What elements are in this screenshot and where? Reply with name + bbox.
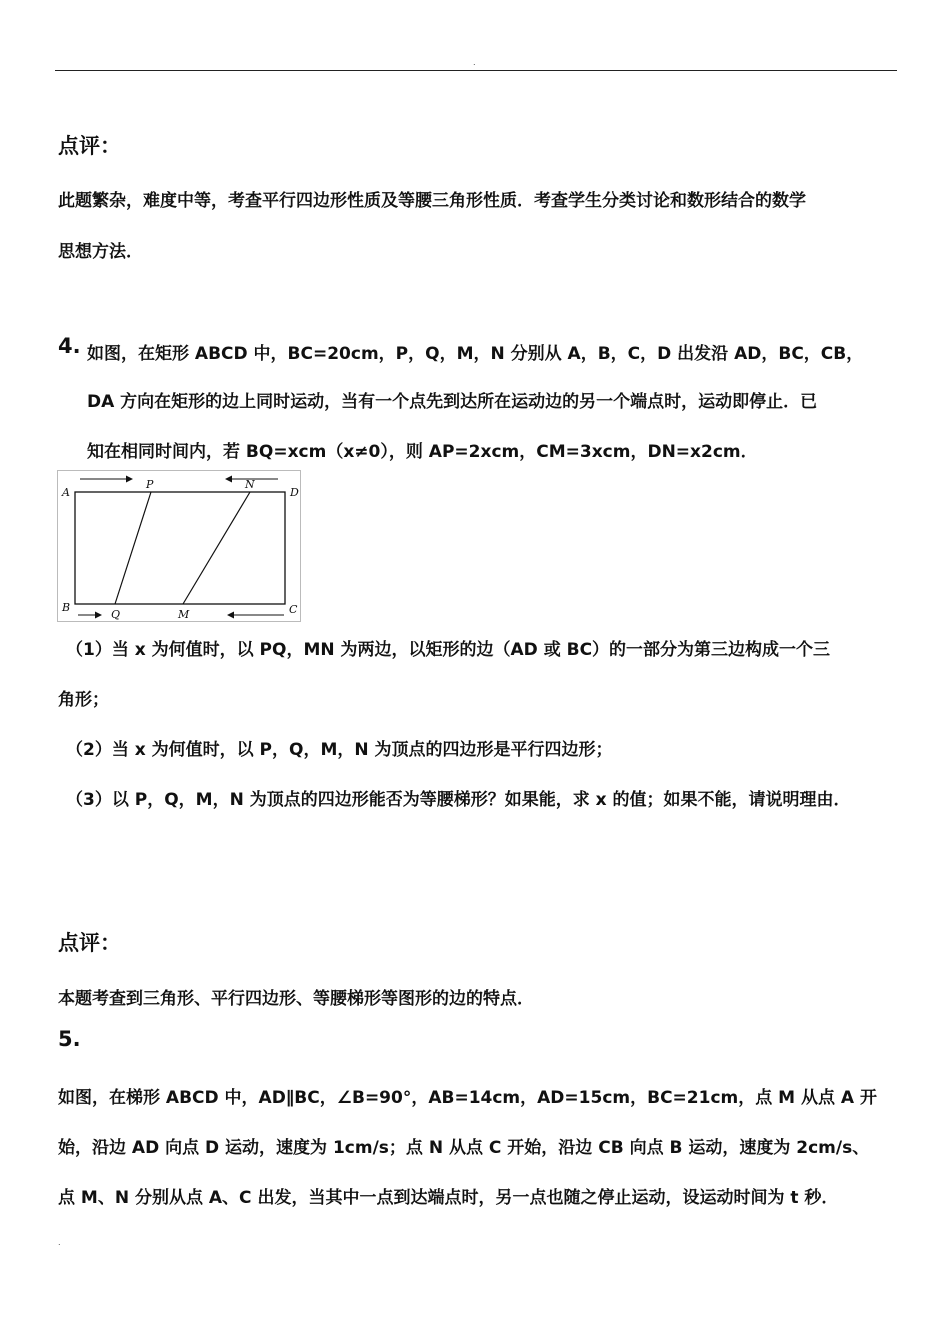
header-dot: .	[473, 58, 476, 67]
label-m: M	[178, 608, 190, 621]
problem-line: 如图，在矩形 ABCD 中，BC=20cm，P，Q，M，N 分别从 A，B，C，D 出发沿 AD，BC，CB，	[87, 344, 864, 364]
question-line: 角形；	[58, 690, 109, 710]
comment-line: 本题考查到三角形、平行四边形、等腰梯形等图形的边的特点．	[58, 989, 534, 1009]
segment-nm	[183, 492, 250, 604]
comment-heading: 点评：	[58, 931, 121, 955]
problem-number: 5.	[58, 1027, 81, 1051]
question-line: （2）当 x 为何值时，以 P，Q，M，N 为顶点的四边形是平行四边形；	[66, 740, 613, 760]
problem-number: 4.	[58, 334, 81, 358]
problem-line: 知在相同时间内，若 BQ=xcm（x≠0），则 AP=2xcm，CM=3xcm，DN=x2cm．	[87, 442, 758, 462]
comment-line: 此题繁杂，难度中等，考查平行四边形性质及等腰三角形性质．考查学生分类讨论和数形结合的数学	[58, 191, 806, 211]
header-rule	[55, 70, 897, 71]
question-line: （3）以 P，Q，M，N 为顶点的四边形能否为等腰梯形？如果能，求 x 的值；如果不能，请说明理由．	[66, 790, 851, 810]
label-d: D	[290, 486, 299, 499]
problem-line: 始，沿边 AD 向点 D 运动，速度为 1cm/s；点 N 从点 C 开始，沿边 CB 向点 B 运动，速度为 2cm/s、	[58, 1138, 870, 1158]
segment-pq	[115, 492, 151, 604]
comment-heading: 点评：	[58, 134, 121, 158]
label-q: Q	[111, 608, 121, 621]
comment-line: 思想方法．	[58, 242, 143, 262]
rectangle-abcd	[75, 492, 285, 604]
label-c: C	[289, 603, 298, 616]
rectangle-figure	[57, 470, 301, 622]
problem-line: 点 M、N 分别从点 A、C 出发，当其中一点到达端点时，另一点也随之停止运动，设运动时间为 t 秒．	[58, 1188, 839, 1208]
problem-line: 如图，在梯形 ABCD 中，AD∥BC，∠B=90°，AB=14cm，AD=15cm，BC=21cm，点 M 从点 A 开	[58, 1088, 877, 1108]
footer-dot: .	[58, 1238, 61, 1247]
label-p: P	[146, 478, 154, 491]
label-n: N	[245, 478, 255, 491]
question-line: （1）当 x 为何值时，以 PQ，MN 为两边，以矩形的边（AD 或 BC）的一部分为第三边构成一个三	[66, 640, 831, 660]
label-b: B	[62, 601, 71, 614]
rectangle-diagram	[58, 471, 300, 621]
label-a: A	[62, 486, 70, 499]
problem-line: DA 方向在矩形的边上同时运动，当有一个点先到达所在运动边的另一个端点时，运动即停止．已	[87, 392, 818, 412]
